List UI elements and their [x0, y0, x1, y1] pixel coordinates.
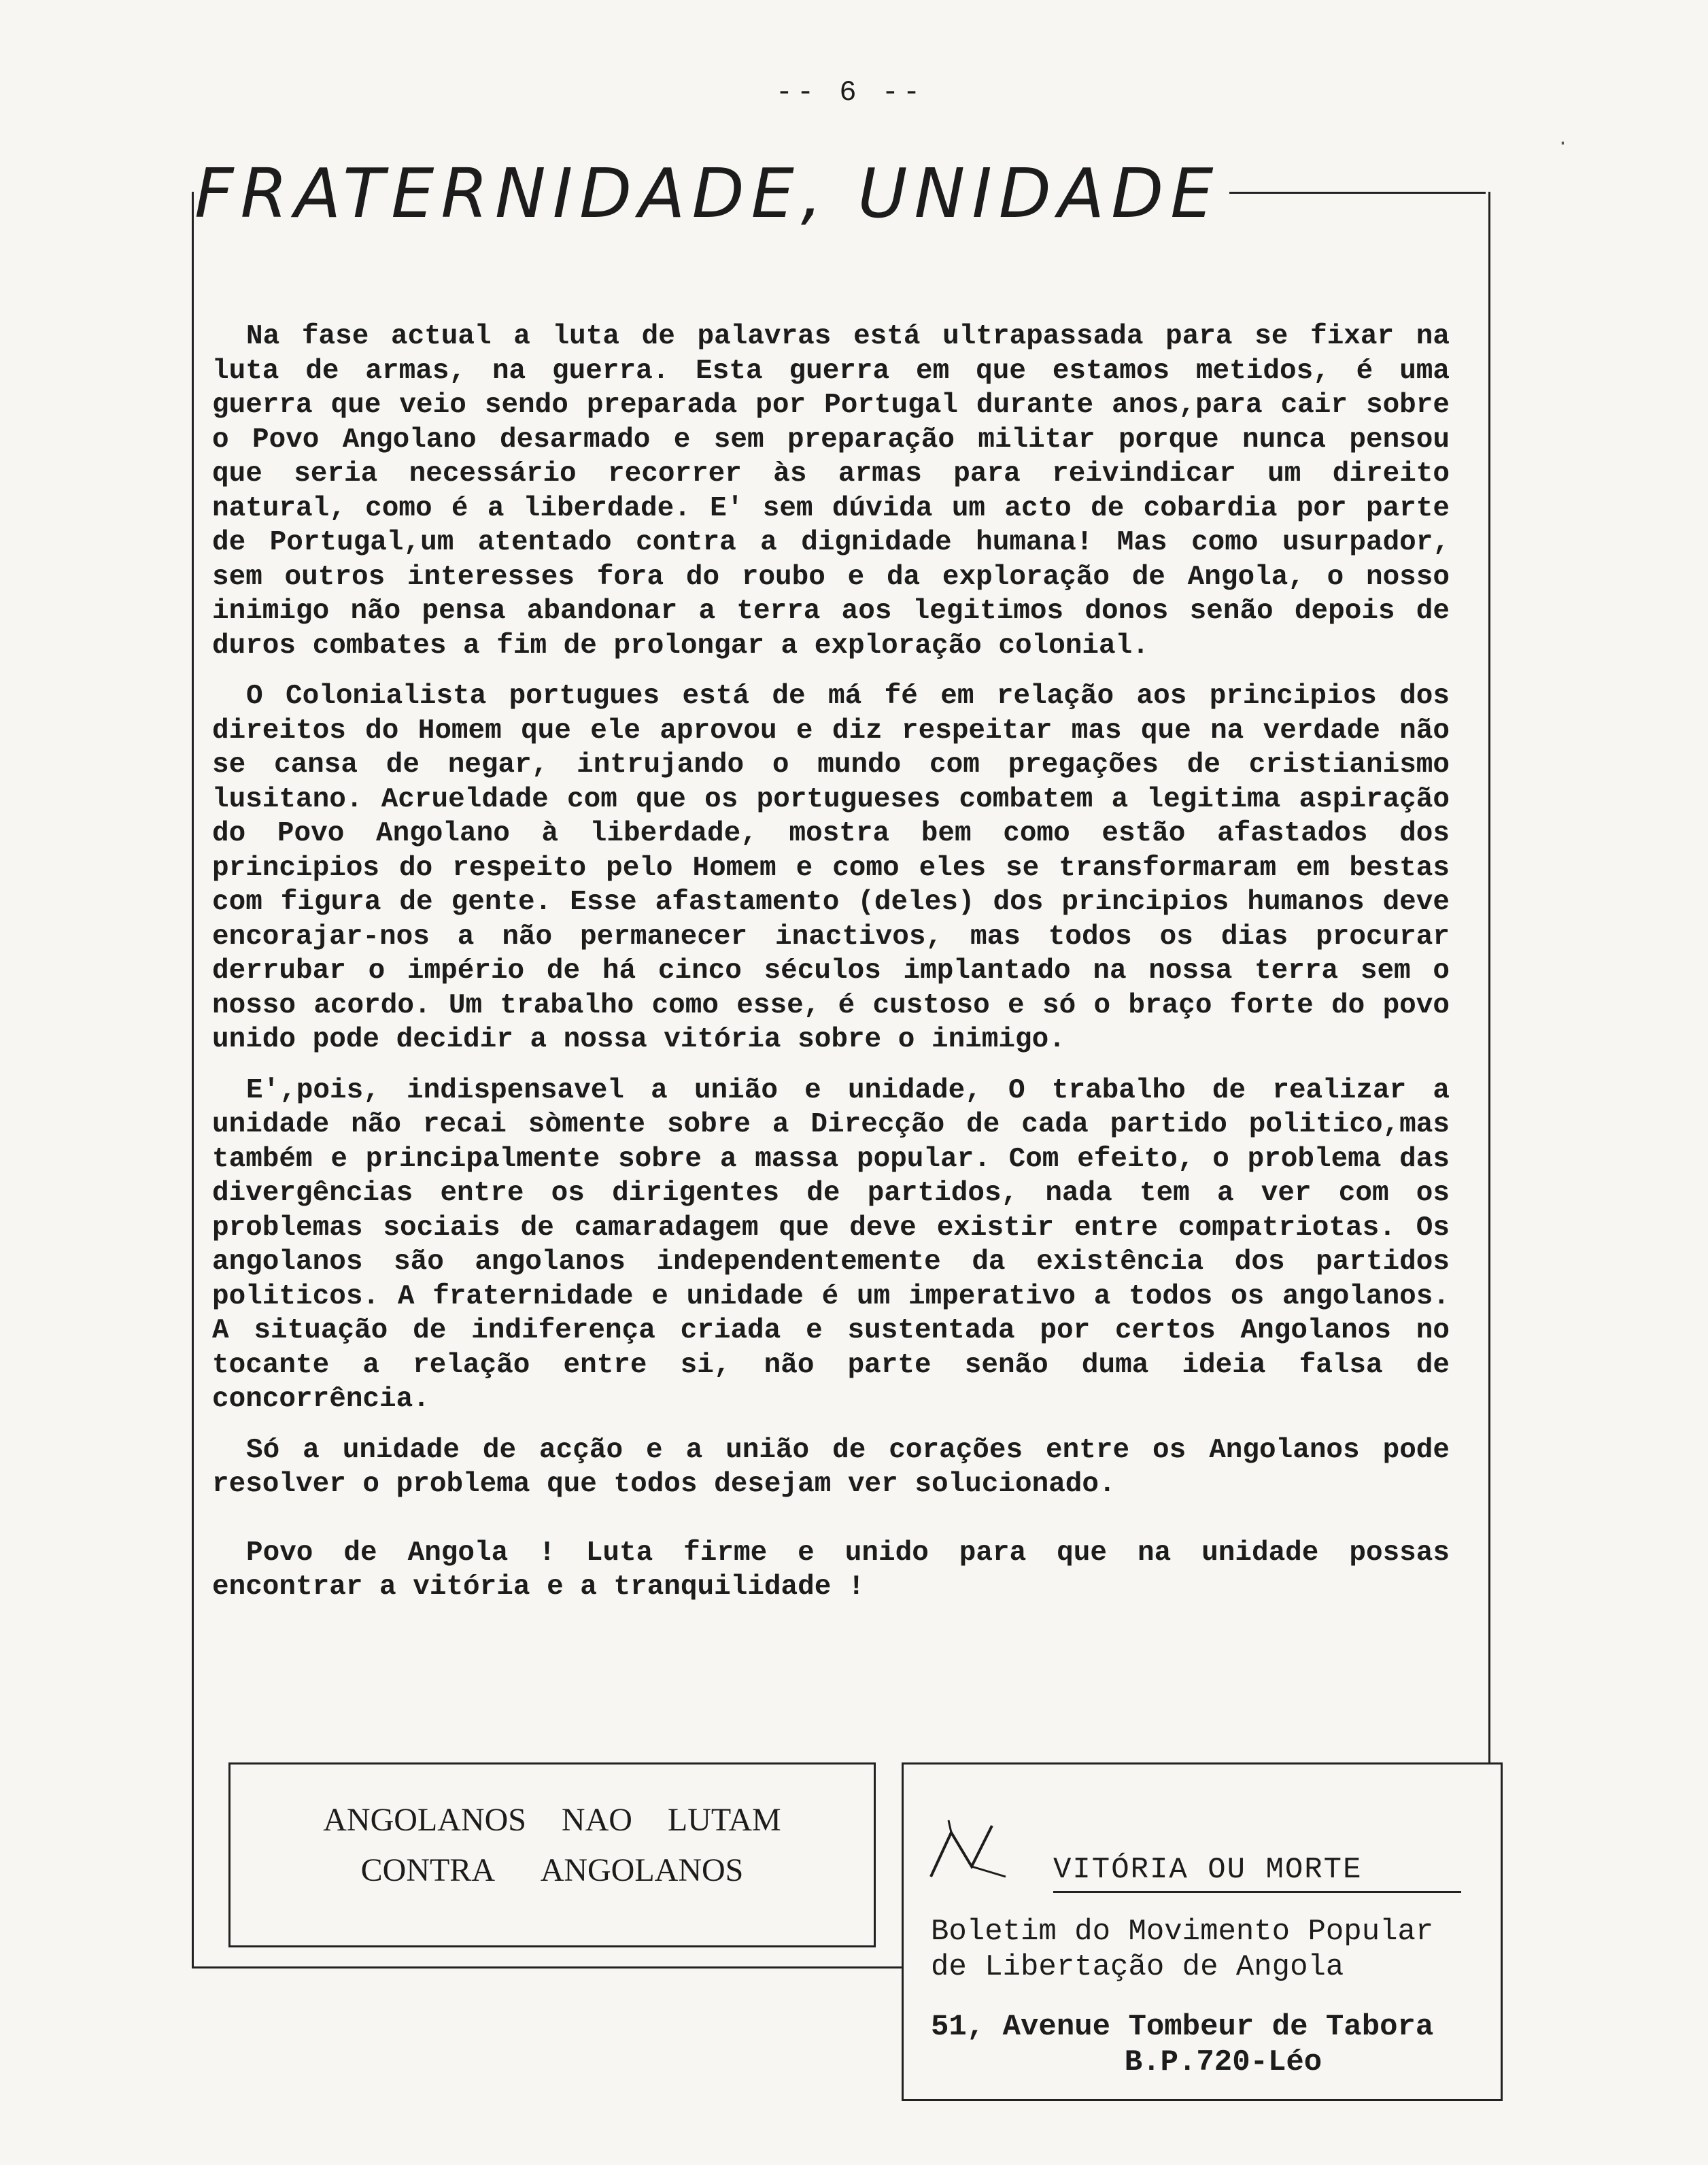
paragraph: Na fase actual a luta de palavras está ultrapassada para se fixar na luta de armas, na guerra. Esta guerra em que estamos metidos, é uma guerra que veio sendo preparada por Portugal durante anos,para cair sobre o Povo Angolano desarmado e sem preparação militar porque nunca pensou que seria necessário recorrer às armas para reivindicar um direito natural, como é a liberdade. E' sem dúvida um acto de cobardia por parte de Portugal,um atentado contra a dignidade humana! Mas como usurpador, sem outros interesses fora do roubo e da exploração de Angola, o nosso inimigo não pensa abandonar a terra aos legitimos donos senão depois de duros combates a fim de prolongar a exploração colonial. [212, 321, 1450, 662]
slogan-box [228, 1762, 876, 1947]
paragraph: Povo de Angola ! Luta firme e unido para que na unidade possas encontrar a vitória e a tranquilidade ! [212, 1537, 1450, 1603]
address-line: 51, Avenue Tombeur de Tabora [931, 2010, 1434, 2044]
article-body [212, 320, 1450, 1621]
slogan-line: CONTRA ANGOLANOS [360, 1852, 744, 1888]
paragraph: Só a unidade de acção e a união de corações entre os Angolanos pode resolver o problema que todos desejam ver solucionado. [212, 1434, 1450, 1500]
slogan-line: ANGOLANOS NAO LUTAM [323, 1802, 781, 1838]
bulletin-title [931, 1914, 1475, 1985]
corner-mark: · [1557, 133, 1569, 154]
address-line: B.P.720-Léo [1124, 2045, 1322, 2079]
motto: VITÓRIA OU MORTE [1053, 1853, 1461, 1893]
bulletin-line: de Libertação de Angola [931, 1950, 1344, 1984]
address [931, 2009, 1488, 2080]
mpla-logo-icon [924, 1812, 1019, 1880]
masthead-box [902, 1762, 1503, 2101]
paragraph: O Colonialista portugues está de má fé em relação aos principios dos direitos do Homem que ele aprovou e diz respeitar mas que na verdade não se cansa de negar, intrujando o mundo com pregações de cristianismo lusitano. Acrueldade com que os portugueses combatem a legitima aspiração do Povo Angolano à liberdade, mostra bem como estão afastados dos principios do respeito pelo Homem e como eles se transformaram em bestas com figura de gente. Esse afastamento (deles) dos principios humanos deve encorajar-nos a não permanecer inactivos, mas todos os dias procurar derrubar o império de há cinco séculos implantado na nossa terra sem o nosso acordo. Um trabalho como esse, é custoso e só o braço forte do povo unido pode decidir a nossa vitória sobre o inimigo. [212, 681, 1450, 1055]
headline: FRATERNIDADE, UNIDADE [194, 154, 1229, 233]
page-number: -- 6 -- [775, 76, 925, 109]
bulletin-line: Boletim do Movimento Popular [931, 1915, 1434, 1949]
paragraph: E',pois, indispensavel a união e unidade, O trabalho de realizar a unidade não recai sòmente sobre a Direcção de cada partido politico,mas também e principalmente sobre a massa popular. Com efeito, o problema das divergências entre os dirigentes de partidos, nada tem a ver com os problemas sociais de camaradagem que deve existir entre compatriotas. Os angolanos são angolanos independentemente da existência dos partidos politicos. A fraternidade e unidade é um imperativo a todos os angolanos. A situação de indiferença criada e sustentada por certos Angolanos no tocante a relação entre si, não parte senão duma ideia falsa de concorrência. [212, 1074, 1450, 1415]
